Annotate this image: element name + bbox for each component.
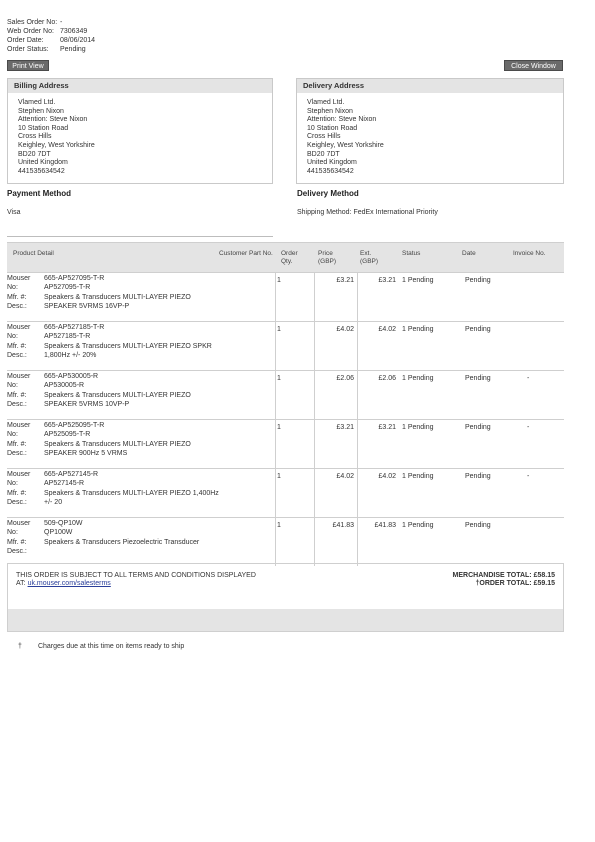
web-order-row xyxy=(7,27,95,36)
price: £2.06 xyxy=(336,375,354,382)
table-rows xyxy=(7,272,564,566)
header-date: Date xyxy=(462,250,476,257)
description: Speakers & Transducers MULTI-LAYER PIEZO SPEAKER 900Hz 5 VRMS xyxy=(44,440,191,457)
delivery-line: 441535634542 xyxy=(307,167,354,175)
terms-line: THIS ORDER IS SUBJECT TO ALL TERMS AND CONDITIONS DISPLAYED xyxy=(16,572,256,579)
status: 1 Pending xyxy=(402,375,434,382)
mouser-no[interactable]: 665-AP530005-R xyxy=(44,373,99,380)
ext-price: £4.02 xyxy=(378,473,396,480)
mfr-no: QP100W xyxy=(44,529,73,537)
price: £41.83 xyxy=(332,522,354,529)
mfr-no: AP525095-T-R xyxy=(44,431,91,439)
order-total-row xyxy=(453,580,555,588)
row-values xyxy=(44,519,219,547)
mouser-no-label: Mouser No: xyxy=(7,422,31,439)
mfr-label: Mfr. #: xyxy=(7,538,27,546)
delivery-line: Keighley, West Yorkshire xyxy=(307,141,384,149)
invoice-no: - xyxy=(527,424,530,431)
status: 1 Pending xyxy=(402,326,434,333)
delivery-line: United Kingdom xyxy=(307,159,357,167)
shipping-method-value: FedEx International Priority xyxy=(353,209,438,216)
delivery-method-title: Delivery Method xyxy=(297,189,359,198)
mfr-no: AP530005-R xyxy=(44,382,85,390)
terms-text xyxy=(16,572,256,588)
mouser-no[interactable]: 509-QP10W xyxy=(44,520,83,527)
column-separator xyxy=(357,273,358,321)
column-separator xyxy=(275,469,276,517)
order-qty: 1 xyxy=(277,522,281,529)
terms-box xyxy=(7,563,564,632)
row-labels xyxy=(7,421,41,458)
mfr-no: AP527095-T-R xyxy=(44,284,91,292)
delivery-line: Vlamed Ltd. xyxy=(307,99,345,106)
description: Speakers & Transducers MULTI-LAYER PIEZO SPKR 1,800Hz +/- 20% xyxy=(44,342,212,359)
column-separator xyxy=(275,420,276,468)
charges-note xyxy=(18,643,184,650)
column-separator xyxy=(357,322,358,370)
merchandise-total-row xyxy=(453,572,555,580)
row-labels xyxy=(7,323,41,360)
billing-line: Keighley, West Yorkshire xyxy=(18,141,95,149)
status: 1 Pending xyxy=(402,473,434,480)
billing-line: Cross Hills xyxy=(18,133,52,141)
print-view-button[interactable]: Print View xyxy=(7,60,49,71)
header-status: Status xyxy=(402,250,421,257)
web-order-value: 7306349 xyxy=(60,28,88,35)
close-window-button[interactable]: Close Window xyxy=(504,60,563,71)
terms-footer-bar xyxy=(8,609,563,631)
price: £4.02 xyxy=(336,326,354,333)
delivery-line: Stephen Nixon xyxy=(307,107,353,115)
terms-at: AT: xyxy=(16,580,26,587)
billing-address-title: Billing Address xyxy=(8,79,272,93)
row-labels xyxy=(7,274,41,311)
date: Pending xyxy=(465,522,491,529)
desc-label: Desc.: xyxy=(7,302,27,310)
order-total-value: £59.15 xyxy=(533,580,555,587)
date: Pending xyxy=(465,277,491,284)
row-values xyxy=(44,421,219,458)
row-labels xyxy=(7,519,41,556)
ext-price: £2.06 xyxy=(378,375,396,382)
order-status-label: Order Status: xyxy=(7,46,49,53)
header-ext: Ext. (GBP) xyxy=(360,250,379,265)
table-row xyxy=(7,272,564,321)
mouser-no[interactable]: 665-AP527095-T-R xyxy=(44,275,105,282)
billing-line: Attention: Steve Nixon xyxy=(18,116,88,124)
terms-line-2 xyxy=(16,580,256,588)
merchandise-total-value: £58.15 xyxy=(533,572,555,579)
row-values xyxy=(44,372,219,409)
mouser-no-label: Mouser No: xyxy=(7,373,31,390)
delivery-address-box xyxy=(296,78,564,184)
table-row xyxy=(7,321,564,370)
desc-label: Desc.: xyxy=(7,351,27,359)
charges-note-text: Charges due at this time on items ready to ship xyxy=(37,643,185,650)
sales-order-label: Sales Order No: xyxy=(7,19,58,26)
table-row xyxy=(7,370,564,419)
table-row xyxy=(7,419,564,468)
billing-line: 441535634542 xyxy=(18,167,65,175)
delivery-line: Attention: Steve Nixon xyxy=(307,116,377,124)
column-separator xyxy=(314,420,315,468)
date: Pending xyxy=(465,326,491,333)
row-values xyxy=(44,470,219,507)
description: Speakers & Transducers MULTI-LAYER PIEZO SPEAKER 5VRMS 10VP-P xyxy=(44,391,191,408)
order-qty: 1 xyxy=(277,375,281,382)
order-qty: 1 xyxy=(277,424,281,431)
ext-price: £4.02 xyxy=(378,326,396,333)
mouser-no-label: Mouser No: xyxy=(7,324,31,341)
column-separator xyxy=(314,469,315,517)
status: 1 Pending xyxy=(402,522,434,529)
desc-label: Desc.: xyxy=(7,498,27,506)
status: 1 Pending xyxy=(402,277,434,284)
header-order-qty: Order Qty. xyxy=(281,250,298,265)
column-separator xyxy=(357,371,358,419)
delivery-line: BD20 7DT xyxy=(307,150,340,158)
column-separator xyxy=(314,371,315,419)
products-table xyxy=(7,242,564,566)
payment-method-title: Payment Method xyxy=(7,189,72,198)
order-total-label: †ORDER TOTAL: xyxy=(475,580,532,587)
delivery-line: 10 Station Road xyxy=(307,124,358,132)
delivery-address-title: Delivery Address xyxy=(297,79,563,93)
invoice-no: - xyxy=(527,375,530,382)
table-header xyxy=(7,242,564,272)
order-qty: 1 xyxy=(277,326,281,333)
header-invoice: Invoice No. xyxy=(513,250,546,257)
sales-order-value: - xyxy=(60,19,63,26)
desc-label: Desc.: xyxy=(7,449,27,457)
description: Speakers & Transducers MULTI-LAYER PIEZO SPEAKER 5VRMS 16VP-P xyxy=(44,293,191,310)
order-status-row xyxy=(7,45,95,54)
ext-price: £41.83 xyxy=(374,522,396,529)
mouser-no[interactable]: 665-AP525095-T-R xyxy=(44,422,105,429)
mouser-no[interactable]: 665-AP527145-R xyxy=(44,471,99,478)
status: 1 Pending xyxy=(402,424,434,431)
dagger-symbol: † xyxy=(18,643,22,650)
row-labels xyxy=(7,372,41,409)
column-separator xyxy=(314,518,315,566)
mouser-no-label: Mouser No: xyxy=(7,471,31,488)
desc-label: Desc.: xyxy=(7,547,27,555)
payment-method-value: Visa xyxy=(7,209,21,216)
mfr-label: Mfr. #: xyxy=(7,440,27,448)
table-row xyxy=(7,517,564,566)
billing-address-box xyxy=(7,78,273,184)
description: Speakers & Transducers MULTI-LAYER PIEZO 1,400Hz +/- 20 xyxy=(44,489,219,506)
price: £3.21 xyxy=(336,424,354,431)
description: Speakers & Transducers Piezoelectric Transducer xyxy=(44,538,200,546)
billing-line: BD20 7DT xyxy=(18,150,51,158)
column-separator xyxy=(275,322,276,370)
mfr-label: Mfr. #: xyxy=(7,391,27,399)
desc-label: Desc.: xyxy=(7,400,27,408)
shipping-method-row xyxy=(297,209,438,216)
column-separator xyxy=(275,273,276,321)
column-separator xyxy=(357,469,358,517)
price: £4.02 xyxy=(336,473,354,480)
order-date-label: Order Date: xyxy=(7,37,44,44)
mfr-no: AP527145-R xyxy=(44,480,85,488)
mfr-no: AP527185-T-R xyxy=(44,333,91,341)
totals xyxy=(453,572,555,588)
ext-price: £3.21 xyxy=(378,277,396,284)
price: £3.21 xyxy=(336,277,354,284)
header-customer-part: Customer Part No. xyxy=(219,250,273,257)
payment-divider xyxy=(7,236,273,237)
column-separator xyxy=(275,371,276,419)
column-separator xyxy=(275,518,276,566)
order-date-row xyxy=(7,36,95,45)
delivery-line: Cross Hills xyxy=(307,133,341,141)
billing-line: Vlamed Ltd. xyxy=(18,99,56,106)
header-product-detail: Product Detail xyxy=(13,250,54,257)
column-separator xyxy=(314,322,315,370)
column-separator xyxy=(357,420,358,468)
billing-line: 10 Station Road xyxy=(18,124,69,132)
terms-link[interactable]: uk.mouser.com/salesterms xyxy=(27,580,111,587)
shipping-method-label: Shipping Method: xyxy=(297,209,352,216)
billing-line: Stephen Nixon xyxy=(18,107,64,115)
web-order-label: Web Order No: xyxy=(7,28,54,35)
ext-price: £3.21 xyxy=(378,424,396,431)
row-labels xyxy=(7,470,41,507)
mfr-label: Mfr. #: xyxy=(7,342,27,350)
order-status-value: Pending xyxy=(60,46,86,53)
order-qty: 1 xyxy=(277,277,281,284)
billing-line: United Kingdom xyxy=(18,159,68,167)
order-qty: 1 xyxy=(277,473,281,480)
column-separator xyxy=(314,273,315,321)
mfr-label: Mfr. #: xyxy=(7,489,27,497)
mouser-no-label: Mouser No: xyxy=(7,520,31,537)
merchandise-total-label: MERCHANDISE TOTAL: xyxy=(452,572,532,579)
billing-address-lines xyxy=(8,93,272,176)
date: Pending xyxy=(465,375,491,382)
invoice-no: - xyxy=(527,473,530,480)
column-separator xyxy=(357,518,358,566)
delivery-address-lines xyxy=(297,93,563,176)
order-info xyxy=(7,18,95,54)
header-price: Price (GBP) xyxy=(318,250,337,265)
date: Pending xyxy=(465,424,491,431)
mouser-no-label: Mouser No: xyxy=(7,275,31,292)
row-values xyxy=(44,274,219,311)
sales-order-row xyxy=(7,18,95,27)
mouser-no[interactable]: 665-AP527185-T-R xyxy=(44,324,105,331)
row-values xyxy=(44,323,219,360)
order-date-value: 08/06/2014 xyxy=(60,37,96,44)
date: Pending xyxy=(465,473,491,480)
table-row xyxy=(7,468,564,517)
mfr-label: Mfr. #: xyxy=(7,293,27,301)
